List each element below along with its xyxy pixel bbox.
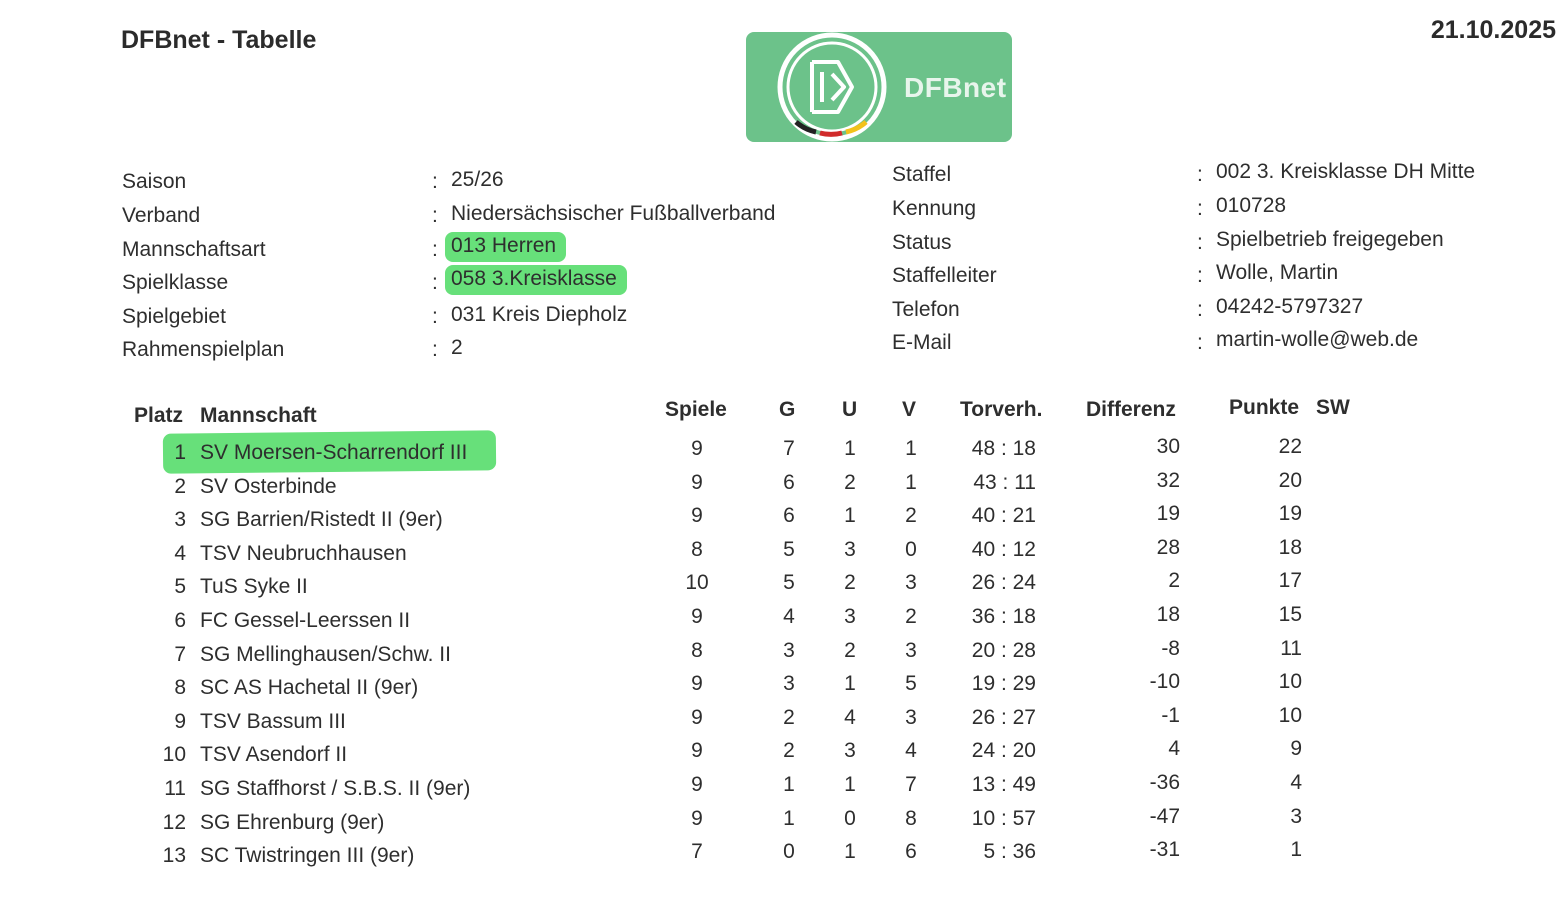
info-value-highlighted: 013 Herren: [445, 232, 566, 262]
cell-team: SG Barrien/Ristedt II (9er): [200, 508, 443, 532]
cell-punkte: 10: [1278, 670, 1302, 694]
header-differenz: Differenz: [1086, 398, 1176, 421]
cell-g: 0: [783, 840, 795, 864]
info-colon: :: [432, 271, 438, 294]
info-label: Mannschaftsart: [122, 238, 266, 261]
cell-differenz: -8: [1161, 636, 1180, 660]
cell-v: 3: [905, 638, 917, 662]
cell-tore: 40 : 12: [971, 537, 1036, 561]
info-label: Telefon: [892, 298, 960, 321]
info-label: Saison: [122, 170, 187, 193]
cell-platz: 8: [174, 676, 186, 700]
info-value: 031 Kreis Diepholz: [451, 303, 628, 326]
cell-spiele: 10: [685, 571, 709, 595]
cell-punkte: 19: [1278, 502, 1302, 526]
info-colon: :: [432, 204, 438, 227]
cell-g: 2: [783, 739, 795, 763]
header-mannschaft: Mannschaft: [200, 404, 317, 427]
info-label: Spielgebiet: [122, 305, 226, 328]
cell-g: 4: [783, 605, 795, 628]
info-colon: :: [1197, 231, 1203, 254]
info-value: 010728: [1216, 194, 1287, 217]
cell-g: 7: [783, 437, 795, 460]
cell-punkte: 10: [1278, 703, 1302, 727]
header-platz: Platz: [134, 404, 184, 427]
cell-g: 5: [783, 537, 795, 561]
cell-v: 5: [905, 672, 917, 696]
info-label: Kennung: [892, 197, 977, 220]
logo-text: DFBnet: [904, 72, 1007, 103]
cell-g: 2: [783, 705, 795, 729]
cell-tore: 20 : 28: [971, 638, 1036, 662]
cell-punkte: 17: [1278, 569, 1302, 593]
info-value: 25/26: [451, 168, 504, 191]
dfbnet-logo: [746, 32, 1012, 142]
cell-g: 5: [783, 571, 795, 595]
cell-spiele: 9: [691, 806, 703, 830]
info-value: 04242-5797327: [1216, 295, 1364, 318]
cell-u: 3: [844, 537, 856, 561]
cell-spiele: 9: [691, 705, 703, 729]
cell-punkte: 11: [1280, 636, 1302, 660]
cell-punkte: 20: [1278, 468, 1302, 492]
info-colon: :: [1197, 331, 1203, 354]
info-value: 2: [451, 336, 463, 359]
cell-tore: 43 : 11: [973, 470, 1036, 494]
cell-g: 1: [783, 773, 795, 796]
cell-tore: 36 : 18: [971, 605, 1036, 628]
cell-team: SG Ehrenburg (9er): [200, 810, 385, 834]
header-sw: SW: [1316, 396, 1350, 419]
cell-v: 6: [905, 840, 917, 864]
cell-tore: 24 : 20: [971, 739, 1036, 763]
cell-platz: 10: [162, 743, 186, 767]
cell-tore: 5 : 36: [983, 840, 1036, 864]
cell-platz: 7: [174, 642, 186, 666]
cell-differenz: -31: [1149, 838, 1180, 862]
info-label: Spielklasse: [122, 271, 229, 294]
info-colon: :: [432, 238, 438, 261]
cell-team: TSV Asendorf II: [200, 743, 348, 767]
cell-tore: 40 : 21: [971, 504, 1036, 528]
cell-spiele: 9: [691, 739, 703, 763]
info-value: Niedersächsischer Fußballverband: [451, 202, 776, 225]
info-label: Verband: [122, 204, 201, 227]
info-value: martin-wolle@web.de: [1216, 328, 1419, 351]
cell-u: 4: [844, 705, 856, 729]
info-colon: :: [432, 170, 438, 193]
cell-tore: 19 : 29: [971, 672, 1036, 696]
cell-u: 1: [844, 672, 856, 696]
cell-v: 0: [905, 537, 917, 561]
cell-spiele: 9: [691, 605, 703, 628]
cell-v: 1: [905, 470, 917, 494]
info-label: Rahmenspielplan: [122, 338, 285, 361]
cell-platz: 2: [174, 474, 186, 498]
cell-tore: 26 : 27: [971, 705, 1036, 729]
cell-differenz: 32: [1156, 468, 1180, 492]
cell-platz: 12: [162, 810, 186, 834]
info-label: Staffelleiter: [892, 264, 997, 287]
cell-differenz: -1: [1161, 703, 1180, 727]
info-colon: :: [432, 305, 438, 328]
print-date: 21.10.2025: [1430, 16, 1556, 44]
header-g: G: [779, 398, 796, 421]
cell-differenz: 4: [1168, 737, 1180, 761]
info-colon: :: [432, 338, 438, 361]
cell-platz: 4: [174, 541, 186, 565]
cell-team: SC Twistringen III (9er): [200, 844, 415, 868]
cell-punkte: 4: [1290, 771, 1302, 794]
cell-punkte: 22: [1278, 435, 1302, 458]
cell-u: 1: [844, 840, 856, 864]
info-value: Wolle, Martin: [1216, 261, 1339, 284]
cell-g: 6: [783, 504, 795, 528]
header-v: V: [902, 398, 917, 421]
header-u: U: [842, 398, 858, 421]
cell-v: 8: [905, 806, 917, 830]
cell-differenz: -36: [1149, 771, 1180, 794]
cell-platz: 3: [174, 508, 186, 532]
cell-spiele: 8: [691, 537, 703, 561]
cell-g: 6: [783, 470, 795, 494]
cell-team: SV Osterbinde: [200, 474, 337, 498]
cell-u: 3: [844, 739, 856, 763]
cell-team: TSV Neubruchhausen: [200, 541, 407, 565]
header-punkte: Punkte: [1229, 396, 1300, 419]
cell-differenz: 19: [1156, 502, 1180, 526]
cell-v: 3: [905, 571, 917, 595]
cell-team: SC AS Hachetal II (9er): [200, 676, 419, 700]
cell-u: 1: [844, 504, 856, 528]
cell-differenz: -47: [1149, 804, 1180, 828]
cell-team: SG Staffhorst / S.B.S. II (9er): [200, 777, 471, 800]
cell-punkte: 9: [1290, 737, 1302, 761]
cell-punkte: 1: [1290, 838, 1302, 862]
cell-g: 3: [783, 672, 795, 696]
info-value: Spielbetrieb freigegeben: [1216, 228, 1444, 251]
cell-platz: 5: [174, 575, 186, 599]
cell-v: 4: [905, 739, 917, 763]
cell-platz: 6: [174, 609, 186, 632]
cell-u: 2: [844, 571, 856, 595]
cell-v: 1: [905, 437, 917, 460]
cell-v: 2: [905, 504, 917, 528]
cell-punkte: 3: [1290, 804, 1302, 828]
cell-tore: 48 : 18: [971, 437, 1036, 460]
info-colon: :: [1197, 197, 1203, 220]
cell-differenz: 30: [1156, 435, 1180, 458]
header-spiele: Spiele: [665, 398, 727, 421]
cell-platz: 13: [162, 844, 186, 868]
cell-u: 2: [844, 638, 856, 662]
cell-team: SV Moersen-Scharrendorf III: [200, 441, 468, 464]
cell-v: 2: [905, 605, 917, 628]
info-colon: :: [1197, 264, 1203, 287]
cell-tore: 10 : 57: [971, 806, 1036, 830]
cell-platz: 11: [164, 777, 186, 800]
info-value: 002 3. Kreisklasse DH Mitte: [1216, 160, 1476, 183]
cell-v: 3: [905, 705, 917, 729]
info-value-highlighted: 058 3.Kreisklasse: [445, 265, 627, 295]
cell-spiele: 8: [691, 638, 703, 662]
cell-spiele: 9: [691, 470, 703, 494]
info-label: Staffel: [892, 163, 952, 186]
cell-team: TuS Syke II: [200, 575, 308, 599]
cell-punkte: 15: [1278, 603, 1302, 626]
cell-spiele: 7: [691, 840, 703, 864]
cell-team: FC Gessel-Leerssen II: [200, 609, 411, 632]
cell-spiele: 9: [691, 773, 703, 796]
cell-u: 3: [844, 605, 856, 628]
cell-u: 1: [844, 437, 856, 460]
cell-u: 2: [844, 470, 856, 494]
cell-v: 7: [905, 773, 917, 796]
cell-u: 0: [844, 806, 856, 830]
cell-tore: 13 : 49: [971, 773, 1036, 796]
cell-platz: 9: [174, 709, 186, 733]
cell-tore: 26 : 24: [971, 571, 1036, 595]
info-label: Status: [892, 231, 952, 254]
cell-spiele: 9: [691, 672, 703, 696]
cell-punkte: 18: [1278, 535, 1302, 559]
cell-g: 1: [783, 806, 795, 830]
info-colon: :: [1197, 298, 1203, 321]
info-colon: :: [1197, 163, 1203, 186]
cell-differenz: 28: [1156, 535, 1180, 559]
cell-differenz: 18: [1156, 603, 1180, 626]
cell-spiele: 9: [691, 504, 703, 528]
cell-g: 3: [783, 638, 795, 662]
cell-spiele: 9: [691, 437, 703, 460]
cell-u: 1: [844, 773, 856, 796]
cell-differenz: 2: [1168, 569, 1180, 593]
page-title: DFBnet - Tabelle: [121, 26, 317, 54]
cell-team: TSV Bassum III: [200, 709, 346, 733]
cell-team: SG Mellinghausen/Schw. II: [200, 642, 451, 666]
header-torverh: Torverh.: [960, 398, 1043, 421]
info-label: E-Mail: [892, 331, 952, 354]
cell-differenz: -10: [1149, 670, 1180, 694]
cell-platz: 1: [174, 441, 186, 464]
